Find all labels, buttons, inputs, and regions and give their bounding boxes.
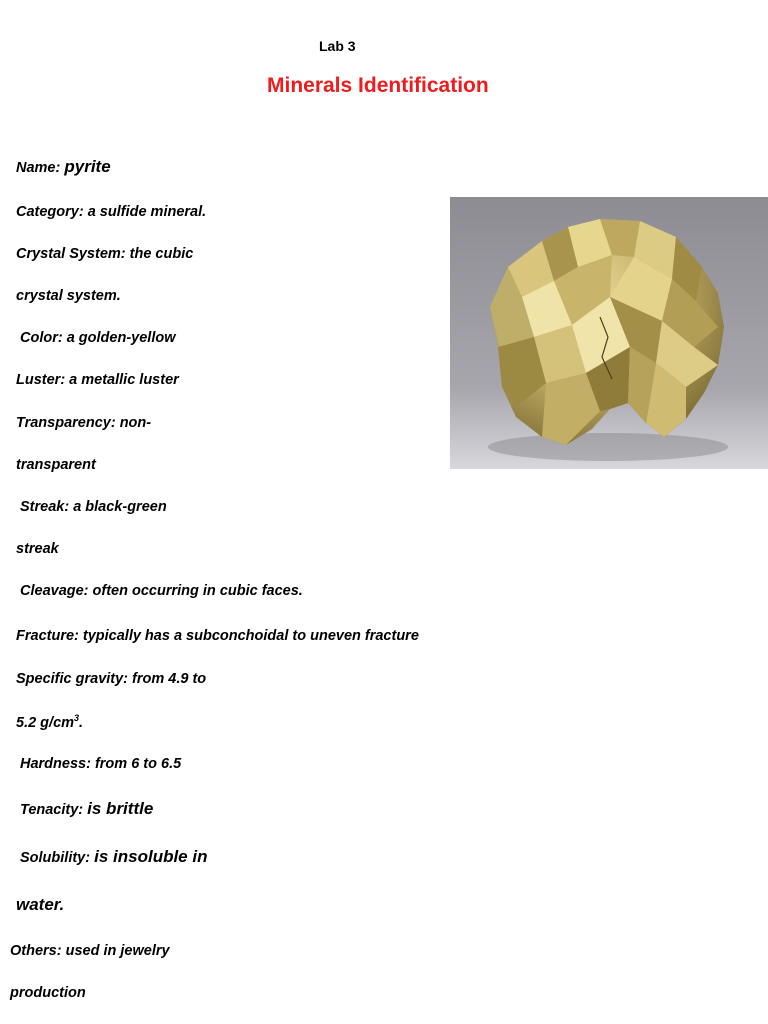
pyrite-photo (450, 197, 768, 469)
field-others-line-1: Others: used in jewelry (10, 943, 170, 959)
field-specific-gravity-line-1: Specific gravity: from 4.9 to (16, 671, 207, 687)
page-title: Minerals Identification (267, 74, 489, 97)
field-hardness: Hardness: from 6 to 6.5 (20, 756, 182, 772)
specific-gravity-exponent: 3 (74, 713, 80, 723)
field-solubility-value: is insoluble in (94, 847, 208, 866)
field-color: Color: a golden-yellow (20, 330, 176, 346)
field-streak-line-1: Streak: a black-green (20, 499, 167, 515)
field-name (16, 157, 111, 177)
field-transparency-line-2: transparent (16, 457, 96, 473)
field-luster: Luster: a metallic luster (16, 372, 179, 388)
field-others-line-2: production (10, 985, 86, 1001)
specific-gravity-period: . (79, 714, 84, 731)
field-category: Category: a sulfide mineral. (16, 204, 207, 220)
field-specific-gravity-line-2 (16, 713, 83, 731)
field-solubility-line-2: water. (16, 895, 65, 914)
field-streak-line-2: streak (16, 541, 59, 557)
field-name-value: pyrite (64, 157, 111, 176)
field-solubility-label: Solubility: (20, 850, 91, 866)
specific-gravity-value: 5.2 g/cm (16, 714, 75, 731)
field-cleavage: Cleavage: often occurring in cubic faces. (20, 583, 303, 599)
field-tenacity-value: is brittle (87, 799, 154, 818)
pyrite-specimen-illustration (450, 197, 768, 469)
field-tenacity-label: Tenacity: (20, 802, 84, 818)
field-fracture: Fracture: typically has a subconchoidal to uneven fracture (16, 628, 419, 644)
field-crystal-system-line-2: crystal system. (16, 288, 121, 304)
field-crystal-system-line-1: Crystal System: the cubic (16, 246, 194, 262)
field-transparency-line-1: Transparency: non- (16, 415, 152, 431)
field-name-label: Name: (16, 160, 61, 176)
lab-label: Lab 3 (319, 38, 356, 54)
field-solubility (20, 847, 207, 867)
field-tenacity (20, 799, 153, 819)
